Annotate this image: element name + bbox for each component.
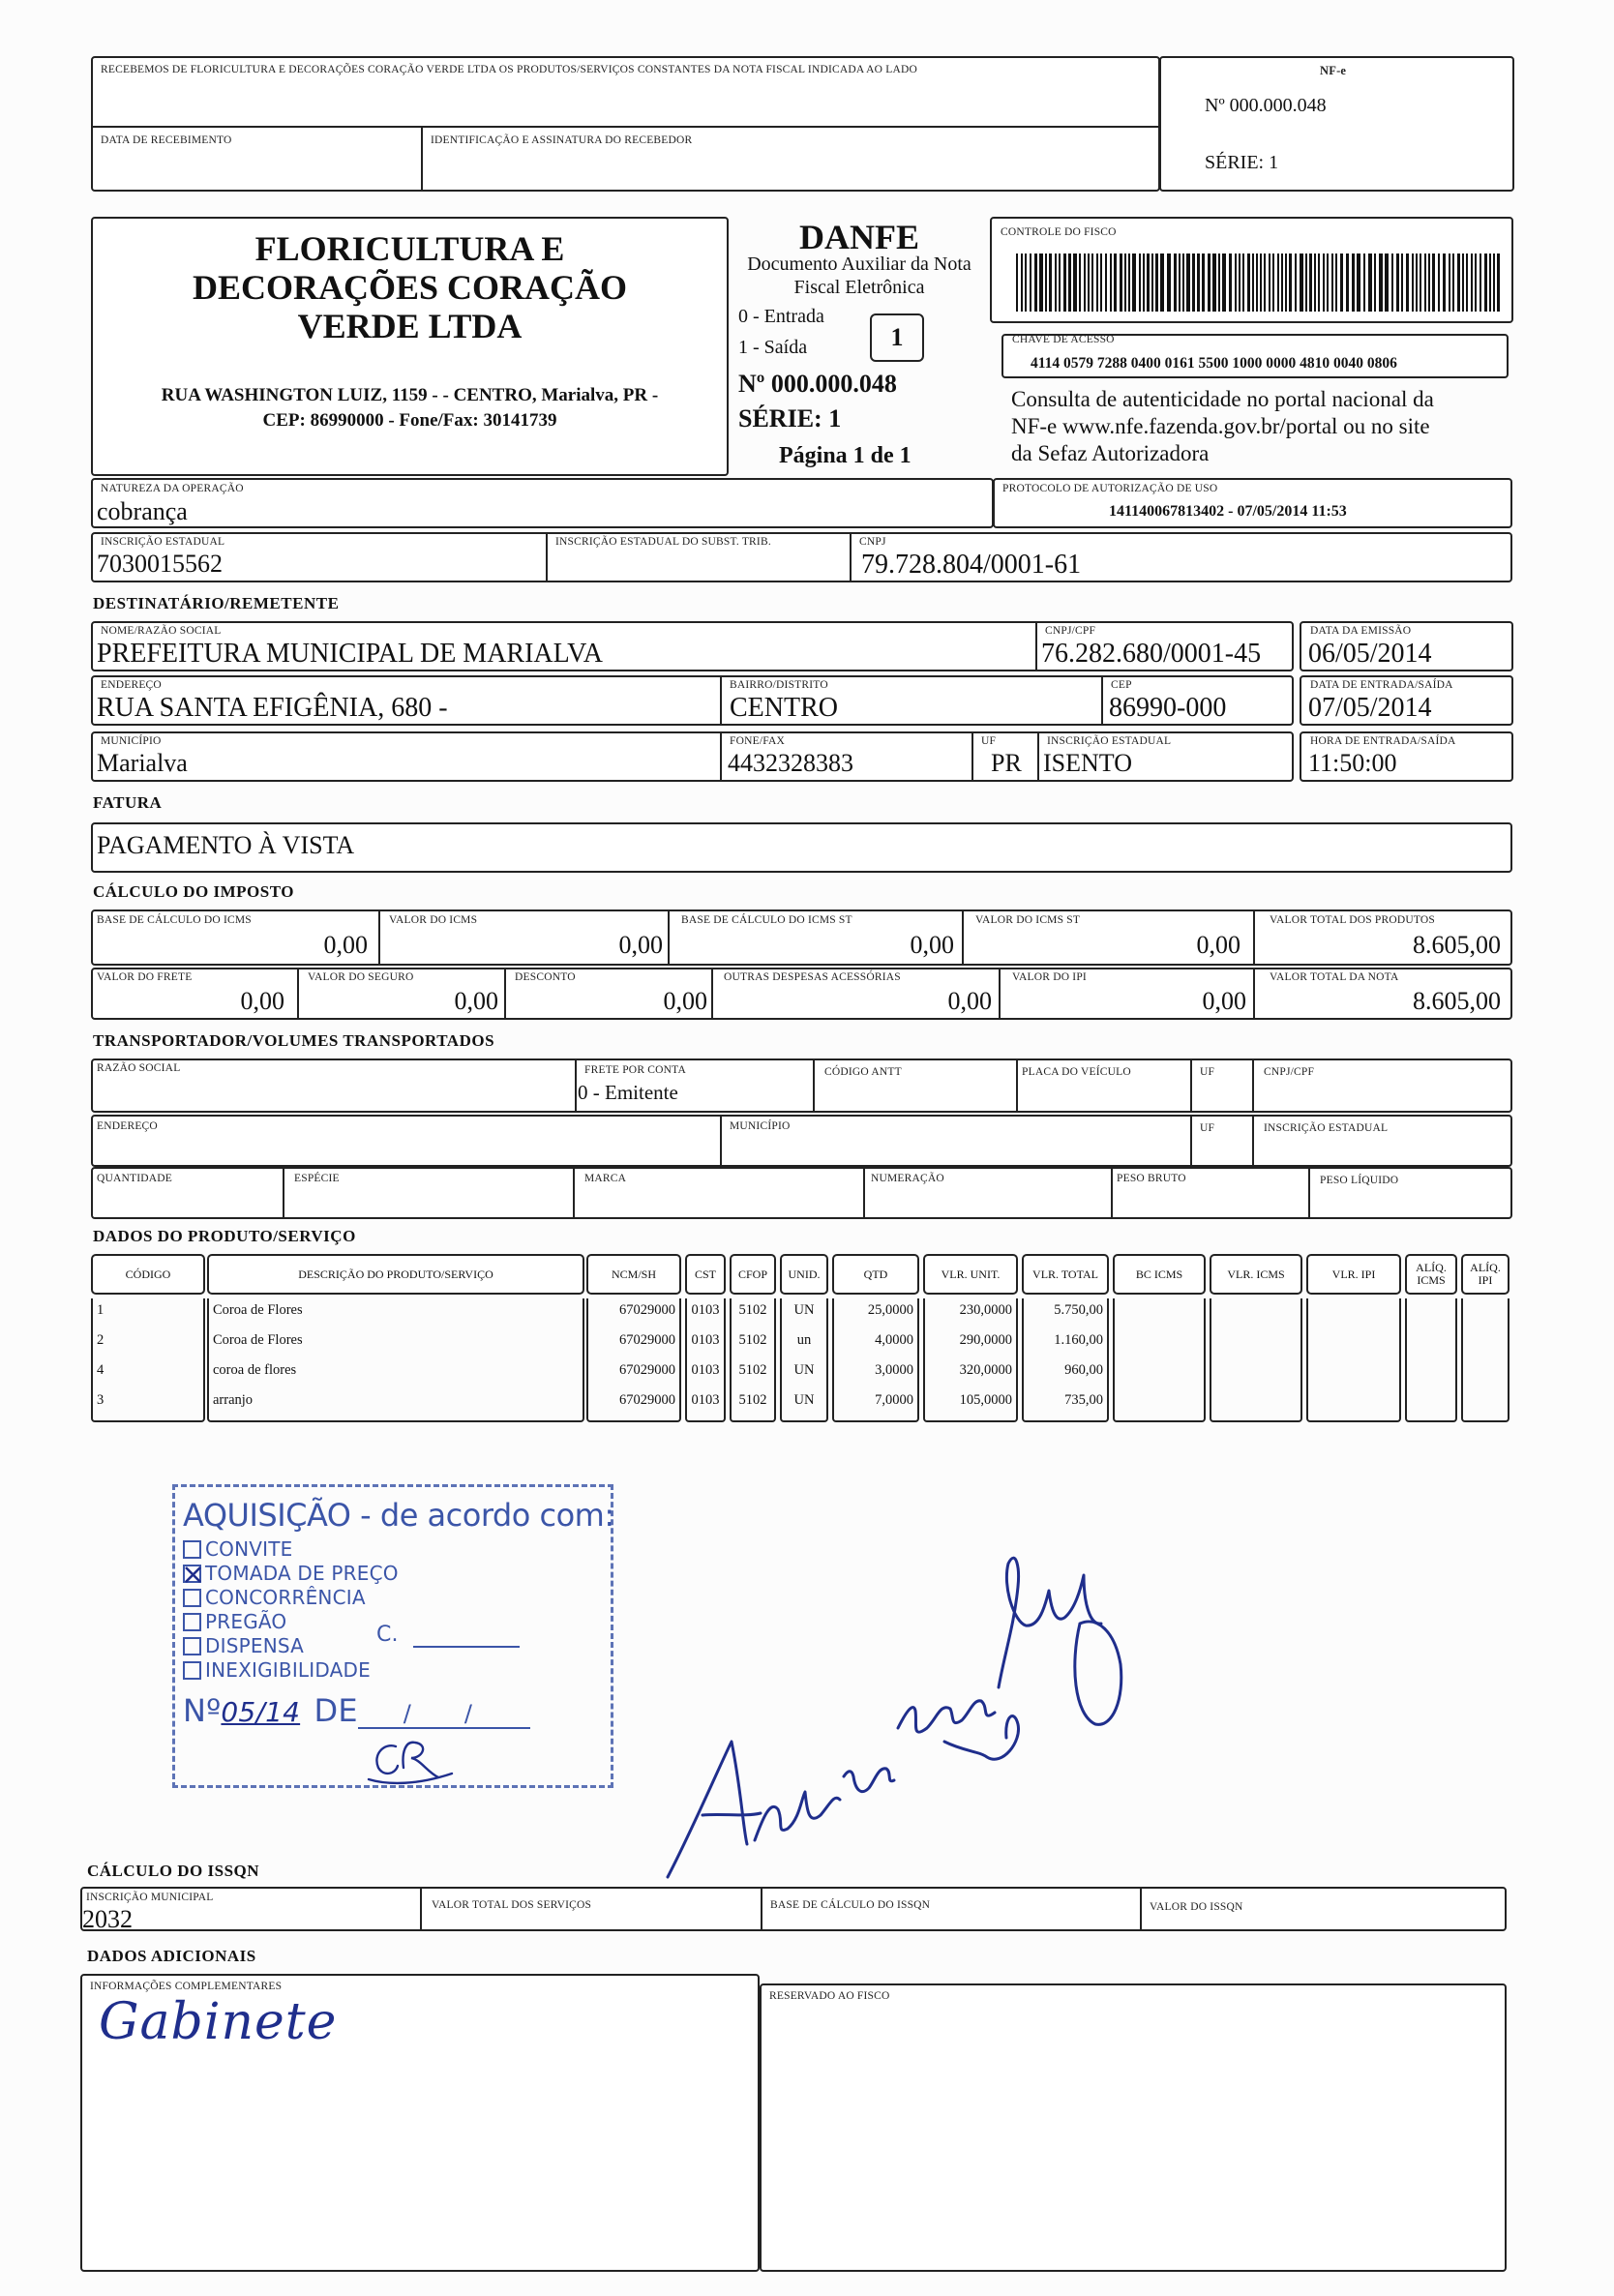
danfe-type-box — [870, 313, 924, 362]
tax-other-label: OUTRAS DESPESAS ACESSÓRIAS — [724, 971, 901, 983]
receipt-box — [91, 56, 1160, 192]
product-cell-unit: un — [796, 1332, 812, 1348]
stamp-option — [183, 1634, 304, 1657]
stamp-option — [183, 1586, 366, 1609]
transport-city-label: MUNICÍPIO — [730, 1120, 791, 1132]
tax-base-st-label: BASE DE CÁLCULO DO ICMS ST — [681, 914, 852, 926]
stamp-option — [183, 1537, 293, 1561]
product-cell-cfop: 5102 — [738, 1332, 767, 1348]
issqn-services-label: VALOR TOTAL DOS SERVIÇOS — [432, 1899, 592, 1911]
product-cell-cfop: 5102 — [738, 1302, 767, 1318]
danfe-entrada: 0 - Entrada — [738, 306, 824, 327]
recipient-district-value: CENTRO — [730, 693, 838, 723]
transport-plate-label: PLACA DO VEÍCULO — [1022, 1066, 1131, 1078]
col-body-aipi — [1461, 1298, 1509, 1422]
product-cell-vtotal: 5.750,00 — [1054, 1302, 1103, 1318]
transport-address-label: ENDEREÇO — [97, 1120, 158, 1132]
checkbox-icon — [183, 1661, 201, 1680]
fisco-control-label: CONTROLE DO FISCO — [1001, 226, 1117, 238]
recipient-city-value: Marialva — [97, 749, 188, 777]
nature-value: cobrança — [97, 497, 188, 525]
additional-info-handwritten: Gabinete — [99, 1993, 338, 2051]
receipt-text: RECEBEMOS DE FLORICULTURA E DECORAÇÕES CORAÇÃO VERDE LTDA OS PRODUTOS/SERVIÇOS CONSTANTES DA NOTA FISCAL INDICADA AO LADO — [101, 64, 917, 75]
col-header-vicms: VLR. ICMS — [1210, 1254, 1302, 1295]
reserved-box — [760, 1983, 1507, 2272]
recipient-phone-value: 4432328383 — [728, 749, 853, 777]
recipient-uf-value: PR — [991, 749, 1022, 777]
cnpj-label: CNPJ — [859, 536, 886, 548]
issuer-address-line2: CEP: 86990000 - Fone/Fax: 30141739 — [262, 410, 557, 431]
ie-label: INSCRIÇÃO ESTADUAL — [101, 536, 225, 548]
col-header-aipi: ALÍQ. IPI — [1461, 1254, 1509, 1295]
protocol-label: PROTOCOLO DE AUTORIZAÇÃO DE USO — [1002, 483, 1218, 494]
product-cell-cfop: 5102 — [738, 1362, 767, 1378]
transport-ie-label: INSCRIÇÃO ESTADUAL — [1264, 1122, 1389, 1134]
stamp-option-label: INEXIGIBILIDADE — [205, 1658, 371, 1682]
product-cell-cst: 0103 — [691, 1362, 720, 1378]
tax-section-title: CÁLCULO DO IMPOSTO — [93, 882, 294, 901]
product-cell-ncm: 67029000 — [619, 1392, 675, 1408]
issuer-name-line3: VERDE LTDA — [297, 307, 523, 345]
additional-section-title: DADOS ADICIONAIS — [87, 1947, 256, 1965]
product-cell-vtotal: 960,00 — [1064, 1362, 1103, 1378]
danfe-saida: 1 - Saída — [738, 337, 808, 358]
issuer-name-line2: DECORAÇÕES CORAÇÃO — [192, 268, 628, 307]
recipient-cep-label: CEP — [1111, 679, 1132, 691]
stamp-title: AQUISIÇÃO - de acordo com: — [183, 1497, 614, 1534]
checkbox-icon — [183, 1540, 201, 1559]
col-header-qty: QTD — [832, 1254, 919, 1295]
emission-value: 06/05/2014 — [1308, 639, 1432, 669]
col-header-cst: CST — [685, 1254, 726, 1295]
transport-uf2-label: UF — [1200, 1122, 1215, 1134]
recipient-uf-label: UF — [981, 735, 997, 747]
receipt-sign-label: IDENTIFICAÇÃO E ASSINATURA DO RECEBEDOR — [431, 134, 693, 146]
col-header-bc: BC ICMS — [1113, 1254, 1206, 1295]
transport-species-label: ESPÉCIE — [294, 1173, 340, 1184]
issqn-im-label: INSCRIÇÃO MUNICIPAL — [86, 1892, 214, 1903]
stamp-number-value: 05/14 — [221, 1696, 301, 1728]
tax-total-products-label: VALOR TOTAL DOS PRODUTOS — [1270, 914, 1435, 926]
product-cell-vtotal: 735,00 — [1064, 1392, 1103, 1408]
issuer-address-line1: RUA WASHINGTON LUIZ, 1159 - - CENTRO, Marialva, PR - — [161, 385, 659, 405]
tax-total-label: VALOR TOTAL DA NOTA — [1270, 971, 1399, 983]
recipient-address-value: RUA SANTA EFIGÊNIA, 680 - — [97, 693, 448, 723]
recipient-city-label: MUNICÍPIO — [101, 735, 162, 747]
tax-base-icms-label: BASE DE CÁLCULO DO ICMS — [97, 914, 252, 926]
entry-date-label: DATA DE ENTRADA/SAÍDA — [1310, 679, 1453, 691]
consult-line1: Consulta de autenticidade no portal nacional da — [1011, 387, 1434, 411]
receipt-nfe-series: SÉRIE: 1 — [1205, 152, 1279, 173]
col-header-aicms: ALÍQ. ICMS — [1405, 1254, 1457, 1295]
recipient-ie-label: INSCRIÇÃO ESTADUAL — [1047, 735, 1172, 747]
stamp-option — [183, 1562, 399, 1585]
danfe-title: DANFE — [799, 218, 919, 256]
entry-date-value: 07/05/2014 — [1308, 693, 1432, 723]
product-cell-vunit: 320,0000 — [959, 1362, 1012, 1378]
col-header-vunit: VLR. UNIT. — [923, 1254, 1018, 1295]
recipient-cnpj-value: 76.282.680/0001-45 — [1041, 639, 1262, 669]
receipt-nfe-number: Nº 000.000.048 — [1205, 95, 1327, 116]
tax-insurance-value: 0,00 — [454, 987, 498, 1015]
emission-label: DATA DA EMISSÃO — [1310, 625, 1412, 637]
signature-text: Andreia Ferraz Cruz — [654, 1509, 663, 1510]
stamp-date-label: DE — [314, 1692, 358, 1729]
col-header-vtotal: VLR. TOTAL — [1022, 1254, 1109, 1295]
col-header-unit: UNID. — [780, 1254, 828, 1295]
col-header-vipi: VLR. IPI — [1306, 1254, 1401, 1295]
ie-st-label: INSCRIÇÃO ESTADUAL DO SUBST. TRIB. — [555, 536, 771, 548]
product-cell-ncm: 67029000 — [619, 1302, 675, 1318]
recipient-signature — [654, 1509, 1138, 1896]
col-header-ncm: NCM/SH — [586, 1254, 681, 1295]
tax-icms-st-label: VALOR DO ICMS ST — [975, 914, 1081, 926]
danfe-number: Nº 000.000.048 — [738, 370, 897, 398]
product-cell-desc: arranjo — [213, 1392, 254, 1408]
danfe-block — [729, 217, 990, 476]
product-cell-cst: 0103 — [691, 1392, 720, 1408]
tax-freight-value: 0,00 — [240, 987, 284, 1015]
recipient-name-label: NOME/RAZÃO SOCIAL — [101, 625, 222, 637]
consult-line3: da Sefaz Autorizadora — [1011, 441, 1210, 465]
danfe-subtitle-2: Fiscal Eletrônica — [793, 277, 925, 298]
product-cell-qty: 25,0000 — [867, 1302, 913, 1318]
transport-section-title: TRANSPORTADOR/VOLUMES TRANSPORTADOS — [93, 1031, 495, 1050]
recipient-district-label: BAIRRO/DISTRITO — [730, 679, 828, 691]
tax-other-value: 0,00 — [947, 987, 992, 1015]
col-header-desc: DESCRIÇÃO DO PRODUTO/SERVIÇO — [207, 1254, 584, 1295]
barcode-image — [1016, 253, 1500, 312]
transport-qty-label: QUANTIDADE — [97, 1173, 173, 1184]
product-cell-ncm: 67029000 — [619, 1362, 675, 1378]
danfe-page-count: Página 1 de 1 — [779, 443, 912, 468]
stamp-initials — [359, 1729, 456, 1791]
issqn-section-title: CÁLCULO DO ISSQN — [87, 1862, 260, 1880]
stamp-number: Nº05/14 DE / / — [183, 1692, 530, 1729]
tax-freight-label: VALOR DO FRETE — [97, 971, 193, 983]
stamp-option-label: DISPENSA — [205, 1634, 305, 1657]
access-key-value: 4114 0579 7288 0400 0161 5500 1000 0000 4810 0040 0806 — [1031, 355, 1397, 372]
entry-time-value: 11:50:00 — [1308, 749, 1397, 777]
product-cell-desc: Coroa de Flores — [213, 1332, 303, 1348]
tax-icms-label: VALOR DO ICMS — [389, 914, 478, 926]
tax-total-products-value: 8.605,00 — [1413, 931, 1501, 959]
checked-box-icon — [183, 1565, 201, 1583]
product-cell-code: 3 — [97, 1392, 105, 1408]
product-cell-cst: 0103 — [691, 1332, 720, 1348]
product-cell-vtotal: 1.160,00 — [1054, 1332, 1103, 1348]
product-cell-unit: UN — [793, 1362, 815, 1378]
recipient-cep-value: 86990-000 — [1109, 693, 1227, 723]
consult-line2: NF-e www.nfe.fazenda.gov.br/portal ou no site — [1011, 414, 1430, 438]
checkbox-icon — [183, 1637, 201, 1655]
danfe-series: SÉRIE: 1 — [738, 404, 842, 432]
stamp-initials-text: CR — [359, 1729, 361, 1730]
danfe-type-value: 1 — [890, 323, 904, 351]
nature-label: NATUREZA DA OPERAÇÃO — [101, 483, 244, 494]
transport-freight-label: FRETE POR CONTA — [584, 1064, 686, 1076]
product-cell-qty: 4,0000 — [875, 1332, 913, 1348]
transport-brand-label: MARCA — [584, 1173, 627, 1184]
issqn-value-label: VALOR DO ISSQN — [1150, 1901, 1243, 1913]
transport-cnpj-label: CNPJ/CPF — [1264, 1066, 1315, 1078]
ie-value: 7030015562 — [97, 550, 223, 578]
tax-base-icms-value: 0,00 — [323, 931, 368, 959]
stamp-option-label: CONVITE — [205, 1537, 293, 1561]
checkbox-icon — [183, 1589, 201, 1607]
tax-icms-st-value: 0,00 — [1196, 931, 1240, 959]
ie-box — [91, 532, 1512, 582]
product-cell-cfop: 5102 — [738, 1392, 767, 1408]
transport-freight-value: 0 - Emitente — [578, 1081, 678, 1104]
protocol-value: 141140067813402 - 07/05/2014 11:53 — [1109, 503, 1347, 520]
stamp-number-prefix: Nº — [183, 1692, 222, 1729]
stamp-option-label: CONCORRÊNCIA — [205, 1586, 366, 1609]
product-cell-vunit: 230,0000 — [959, 1302, 1012, 1318]
access-key-label: CHAVE DE ACESSO — [1012, 334, 1115, 345]
tax-insurance-label: VALOR DO SEGURO — [308, 971, 414, 983]
issqn-im-value: 2032 — [82, 1905, 133, 1933]
receipt-date-label: DATA DE RECEBIMENTO — [101, 134, 232, 146]
product-cell-code: 1 — [97, 1302, 105, 1318]
issqn-base-label: BASE DE CÁLCULO DO ISSQN — [770, 1899, 931, 1911]
recipient-cnpj-label: CNPJ/CPF — [1045, 625, 1096, 637]
products-section-title: DADOS DO PRODUTO/SERVIÇO — [93, 1227, 356, 1245]
invoice-section-title: FATURA — [93, 793, 163, 812]
additional-info-label: INFORMAÇÕES COMPLEMENTARES — [90, 1981, 283, 1992]
danfe-subtitle-1: Documento Auxiliar da Nota — [747, 253, 971, 275]
product-cell-unit: UN — [793, 1392, 815, 1408]
transport-net-label: PESO LÍQUIDO — [1320, 1175, 1399, 1186]
product-cell-unit: UN — [793, 1302, 815, 1318]
tax-discount-label: DESCONTO — [515, 971, 576, 983]
acquisition-stamp — [172, 1484, 613, 1788]
checkbox-icon — [183, 1613, 201, 1631]
recipient-section-title: DESTINATÁRIO/REMETENTE — [93, 594, 340, 612]
transport-antt-label: CÓDIGO ANTT — [824, 1066, 902, 1078]
product-cell-code: 2 — [97, 1332, 105, 1348]
product-cell-ncm: 67029000 — [619, 1332, 675, 1348]
tax-total-value: 8.605,00 — [1413, 987, 1501, 1015]
tax-ipi-label: VALOR DO IPI — [1012, 971, 1087, 983]
col-body-bc — [1113, 1298, 1206, 1422]
entry-time-label: HORA DE ENTRADA/SAÍDA — [1310, 735, 1456, 747]
stamp-c-label: C. — [376, 1623, 399, 1647]
col-header-cfop: CFOP — [730, 1254, 776, 1295]
stamp-option — [183, 1658, 371, 1682]
product-cell-vunit: 105,0000 — [959, 1392, 1012, 1408]
reserved-label: RESERVADO AO FISCO — [769, 1990, 890, 2002]
col-body-vipi — [1306, 1298, 1401, 1422]
invoice-value: PAGAMENTO À VISTA — [97, 831, 355, 859]
product-cell-vunit: 290,0000 — [959, 1332, 1012, 1348]
recipient-address-label: ENDEREÇO — [101, 679, 162, 691]
stamp-option — [183, 1610, 286, 1633]
product-cell-code: 4 — [97, 1362, 105, 1378]
recipient-phone-label: FONE/FAX — [730, 735, 785, 747]
product-cell-qty: 3,0000 — [875, 1362, 913, 1378]
stamp-option-label: PREGÃO — [205, 1610, 287, 1633]
col-header-code: CÓDIGO — [91, 1254, 205, 1295]
product-cell-qty: 7,0000 — [875, 1392, 913, 1408]
cnpj-value: 79.728.804/0001-61 — [861, 550, 1082, 580]
transport-gross-label: PESO BRUTO — [1117, 1173, 1186, 1184]
tax-icms-value: 0,00 — [618, 931, 663, 959]
tax-ipi-value: 0,00 — [1202, 987, 1246, 1015]
transport-name-label: RAZÃO SOCIAL — [97, 1062, 181, 1074]
product-cell-desc: coroa de flores — [213, 1362, 297, 1378]
transport-uf-label: UF — [1200, 1066, 1215, 1078]
issuer-name-line1: FLORICULTURA E — [254, 229, 565, 268]
product-cell-desc: Coroa de Flores — [213, 1302, 303, 1318]
stamp-option-label: TOMADA DE PREÇO — [205, 1562, 399, 1585]
tax-discount-value: 0,00 — [663, 987, 707, 1015]
recipient-name-value: PREFEITURA MUNICIPAL DE MARIALVA — [97, 639, 604, 669]
recipient-ie-value: ISENTO — [1043, 749, 1132, 777]
col-body-vicms — [1210, 1298, 1302, 1422]
transport-numbering-label: NUMERAÇÃO — [871, 1173, 944, 1184]
tax-base-st-value: 0,00 — [910, 931, 954, 959]
product-cell-cst: 0103 — [691, 1302, 720, 1318]
receipt-nfe-label: NF-e — [1320, 64, 1347, 77]
col-body-aicms — [1405, 1298, 1457, 1422]
